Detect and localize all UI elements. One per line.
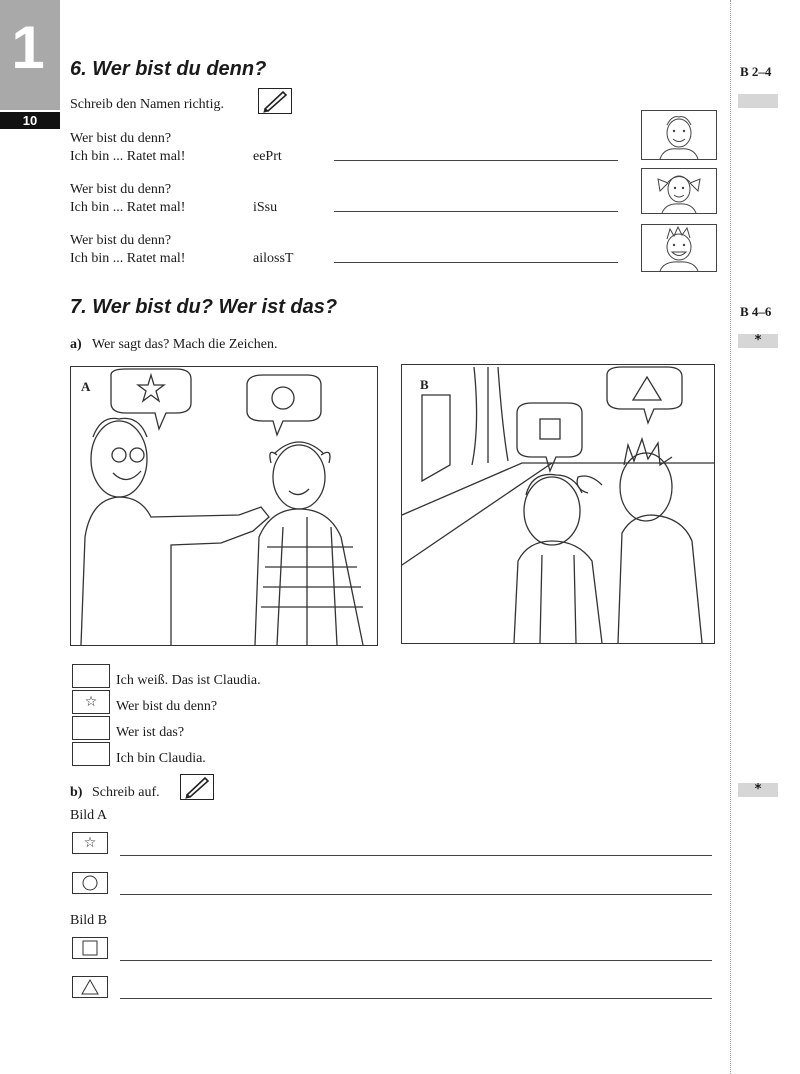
pencil-icon-b: [180, 774, 214, 800]
reference-b4-6: B 4–6: [740, 304, 772, 319]
ex6-question-1: Wer bist du denn?: [70, 131, 172, 146]
page-number: 10: [0, 112, 60, 129]
exercise-6-title: 6. Wer bist du denn?: [70, 58, 267, 80]
panel-a-letter: A: [81, 379, 91, 394]
ex6-scramble-2: iSsu: [253, 200, 278, 215]
pencil-icon: [258, 88, 292, 114]
margin-bar: [738, 94, 778, 108]
difficulty-star-b: *: [738, 783, 778, 797]
bild-a-label: Bild A: [70, 808, 107, 823]
ex6-question-3: Wer bist du denn?: [70, 233, 172, 248]
bild-a-line-1[interactable]: [120, 855, 712, 856]
option-text-4: Ich bin Claudia.: [116, 751, 206, 766]
ex6-scramble-3: ailossT: [253, 251, 294, 266]
option-text-3: Wer ist das?: [116, 725, 185, 740]
ex6-answer-line-3[interactable]: [334, 262, 618, 263]
ex6-scramble-1: eePrt: [253, 149, 282, 164]
chapter-number: 1: [11, 14, 45, 81]
picture-panel-b: [401, 364, 715, 644]
option-box-1[interactable]: [72, 664, 110, 688]
option-box-3[interactable]: [72, 716, 110, 740]
triangle-symbol-box: [72, 976, 108, 998]
panel-b-letter: B: [420, 377, 429, 392]
face-tassilo: [641, 224, 717, 272]
face-peter: [641, 110, 717, 160]
ex6-answer-3: Ich bin ... Ratet mal!: [70, 251, 186, 266]
option-text-1: Ich weiß. Das ist Claudia.: [116, 673, 261, 688]
option-box-2[interactable]: ☆: [72, 690, 110, 714]
bild-b-line-2[interactable]: [120, 998, 712, 999]
picture-panel-a: [70, 366, 378, 646]
ex6-answer-line-1[interactable]: [334, 160, 618, 161]
part-a-label: a): [70, 337, 82, 352]
reference-b2-4: B 2–4: [740, 64, 772, 79]
face-susi: [641, 168, 717, 214]
part-b-label: b): [70, 785, 83, 800]
ex6-answer-line-2[interactable]: [334, 211, 618, 212]
difficulty-star: *: [738, 334, 778, 348]
square-symbol-box: [72, 937, 108, 959]
ex6-question-2: Wer bist du denn?: [70, 182, 172, 197]
exercise-6-instruction: Schreib den Namen richtig.: [70, 97, 224, 112]
part-a-instruction: Wer sagt das? Mach die Zeichen.: [92, 337, 278, 352]
bild-b-label: Bild B: [70, 913, 107, 928]
part-b-instruction: Schreib auf.: [92, 785, 160, 800]
margin-separator: [730, 0, 731, 1074]
ex6-answer-1: Ich bin ... Ratet mal!: [70, 149, 186, 164]
option-box-4[interactable]: [72, 742, 110, 766]
ex6-answer-2: Ich bin ... Ratet mal!: [70, 200, 186, 215]
bild-b-line-1[interactable]: [120, 960, 712, 961]
option-text-2: Wer bist du denn?: [116, 699, 218, 714]
bild-a-line-2[interactable]: [120, 894, 712, 895]
star-symbol-box: ☆: [72, 832, 108, 854]
circle-symbol-box: [72, 872, 108, 894]
exercise-7-title: 7. Wer bist du? Wer ist das?: [70, 296, 338, 318]
